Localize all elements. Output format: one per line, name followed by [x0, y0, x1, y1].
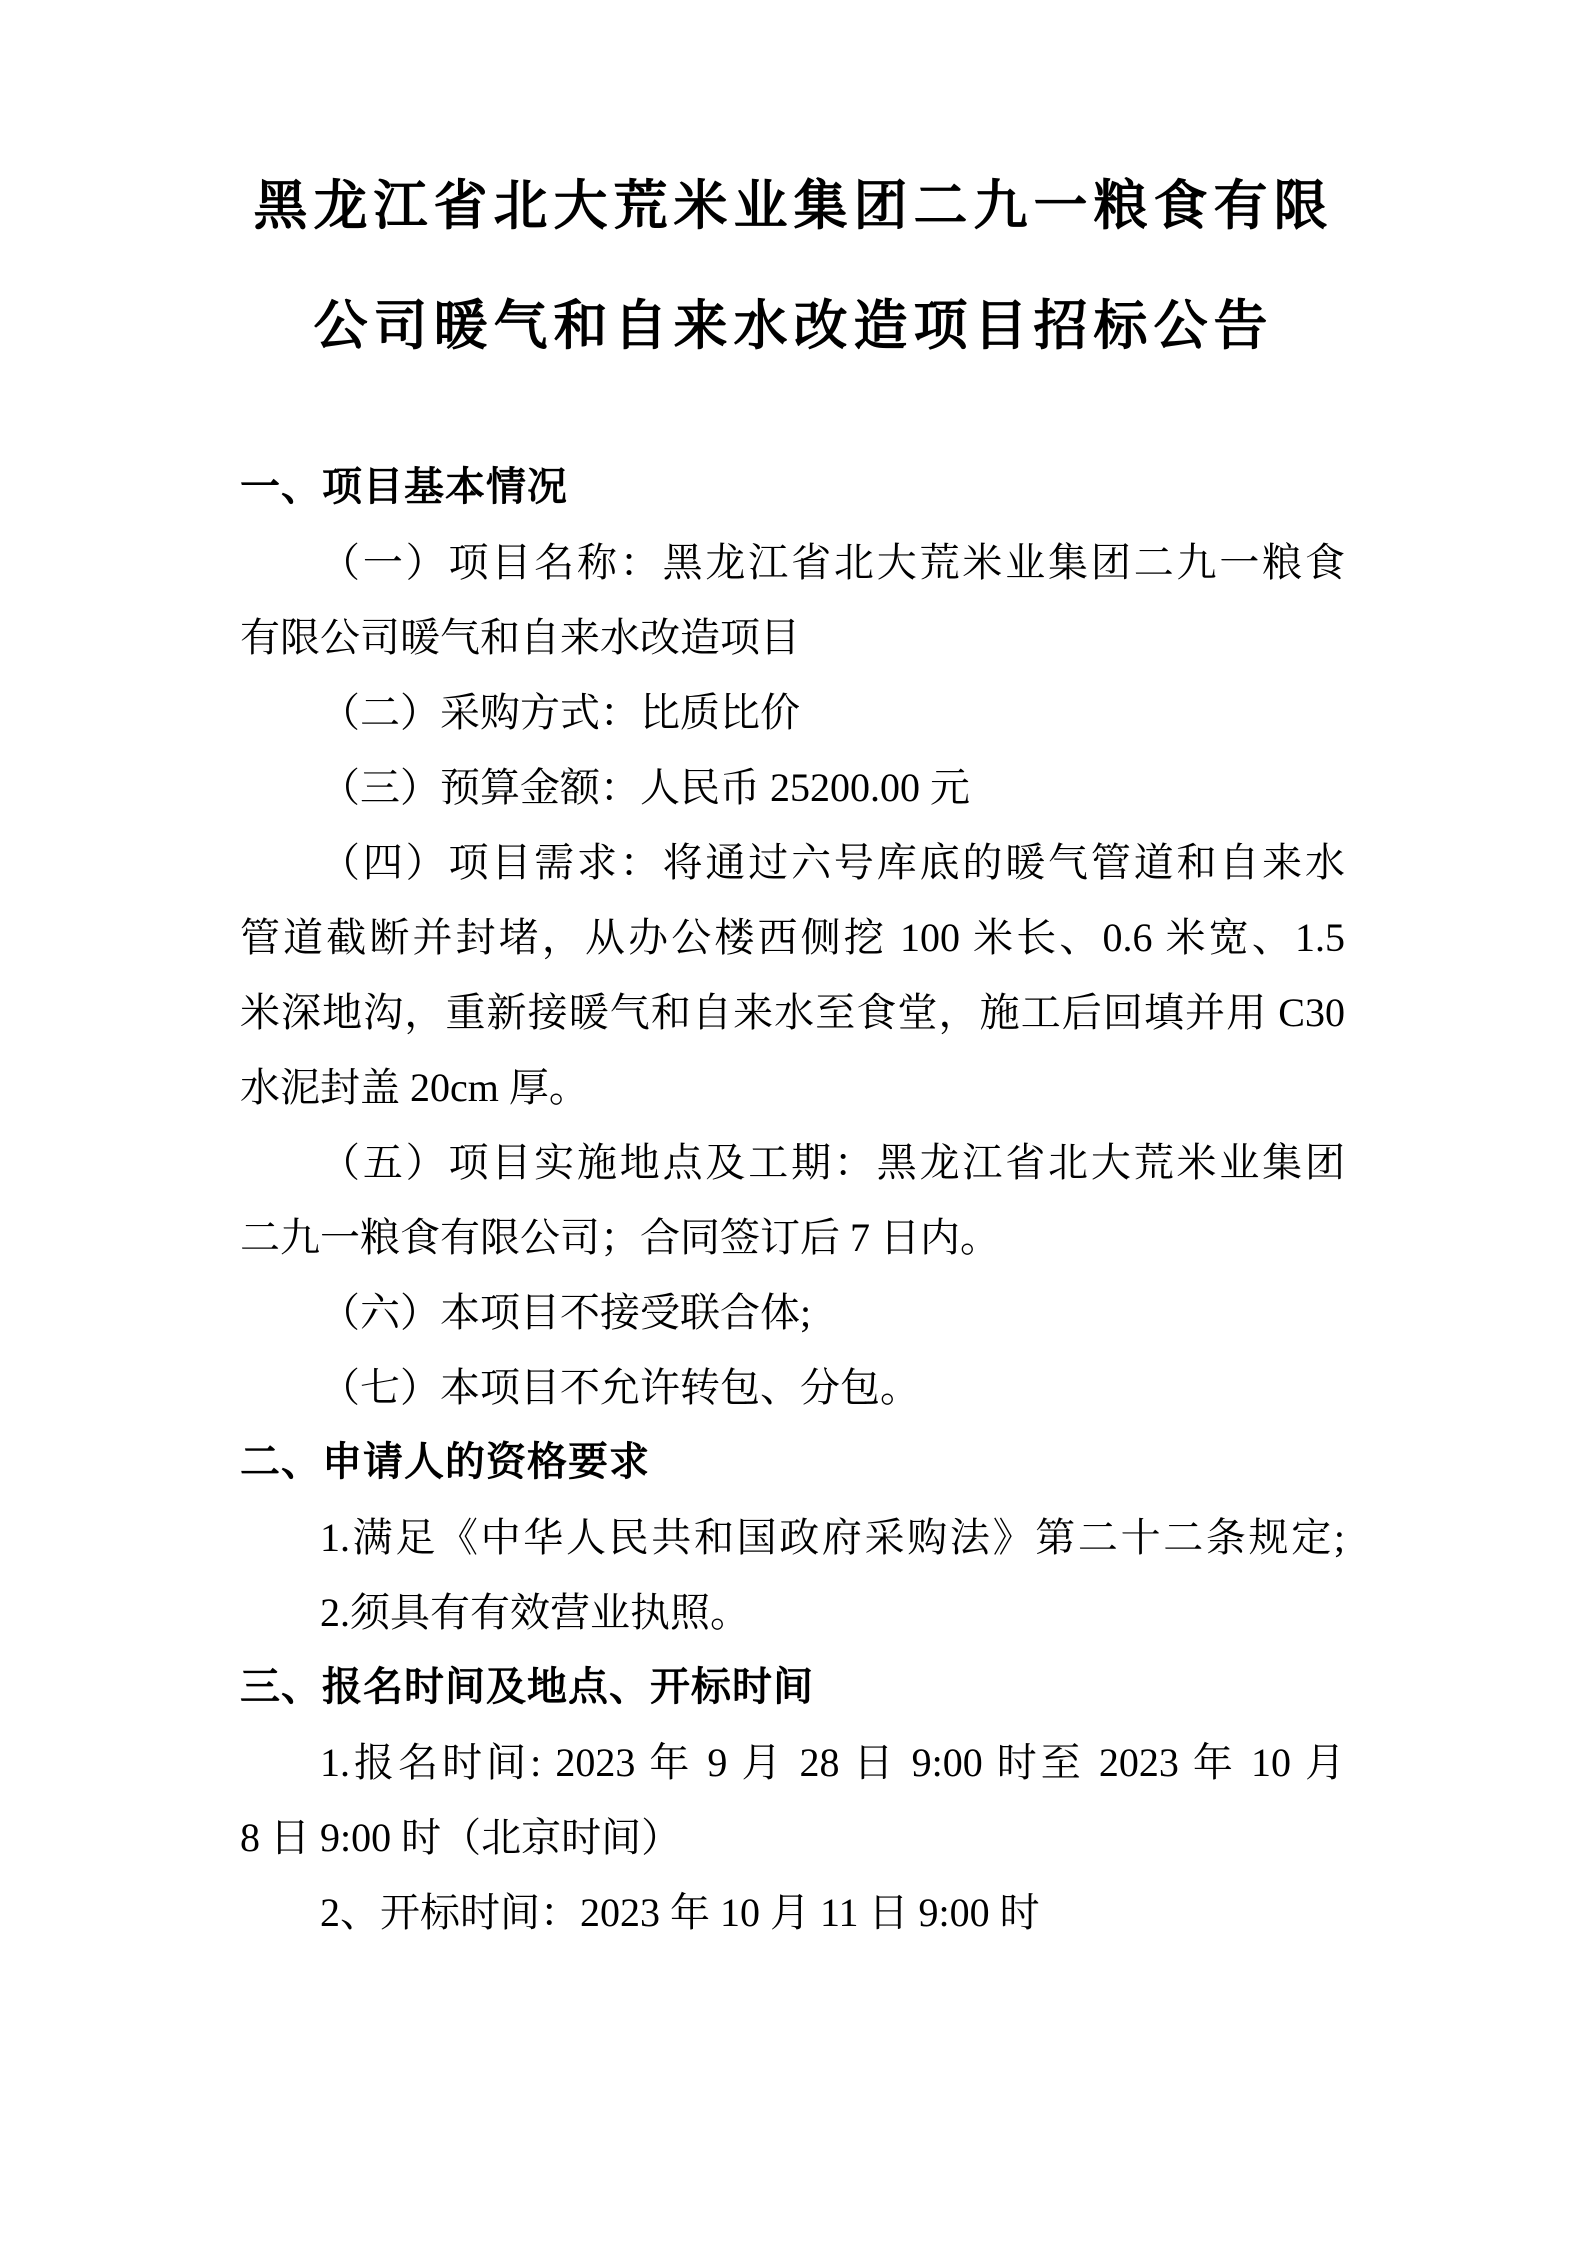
qualification-line-2: 2.须具有有效营业执照。: [320, 1590, 750, 1635]
project-requirement-line-4: 水泥封盖 20cm 厚。: [240, 1065, 589, 1110]
qualification-line-1: 1.满足《中华人民共和国政府采购法》第二十二条规定;: [320, 1515, 1345, 1560]
registration-time-line-2: 8 日 9:00 时（北京时间）: [240, 1815, 682, 1860]
location-duration-line-1: （五）项目实施地点及工期：黑龙江省北大荒米业集团: [320, 1140, 1345, 1185]
document-body: [240, 450, 1345, 1950]
project-requirement-line-1: （四）项目需求：将通过六号库底的暖气管道和自来水: [320, 840, 1345, 885]
document-title: [0, 0, 1587, 386]
location-duration-line-2: 二九一粮食有限公司；合同签订后 7 日内。: [240, 1215, 1000, 1260]
budget-amount-line: （三）预算金额：人民币 25200.00 元: [320, 765, 970, 810]
no-consortium-line: （六）本项目不接受联合体;: [320, 1290, 812, 1335]
project-requirement-line-3: 米深地沟，重新接暖气和自来水至食堂，施工后回填并用 C30: [240, 990, 1345, 1035]
project-name-line-2: 有限公司暖气和自来水改造项目: [240, 615, 800, 660]
section-1-heading: 一、项目基本情况: [240, 465, 568, 509]
procurement-method-line: （二）采购方式：比质比价: [320, 690, 800, 735]
project-requirement-line-2: 管道截断并封堵，从办公楼西侧挖 100 米长、0.6 米宽、1.5: [240, 915, 1345, 960]
project-name-line-1: （一）项目名称：黑龙江省北大荒米业集团二九一粮食: [320, 540, 1345, 585]
section-3-heading: 三、报名时间及地点、开标时间: [240, 1665, 814, 1709]
document-title-line-2: 公司暖气和自来水改造项目招标公告: [313, 296, 1274, 356]
document-title-line-1: 黑龙江省北大荒米业集团二九一粮食有限: [253, 176, 1334, 236]
no-subcontract-line: （七）本项目不允许转包、分包。: [320, 1365, 920, 1410]
bid-opening-time-line: 2、开标时间：2023 年 10 月 11 日 9:00 时: [320, 1890, 1040, 1935]
registration-time-line-1: 1.报名时间: 2023 年 9 月 28 日 9:00 时至 2023 年 10 月: [320, 1740, 1345, 1785]
section-2-heading: 二、申请人的资格要求: [240, 1440, 650, 1484]
